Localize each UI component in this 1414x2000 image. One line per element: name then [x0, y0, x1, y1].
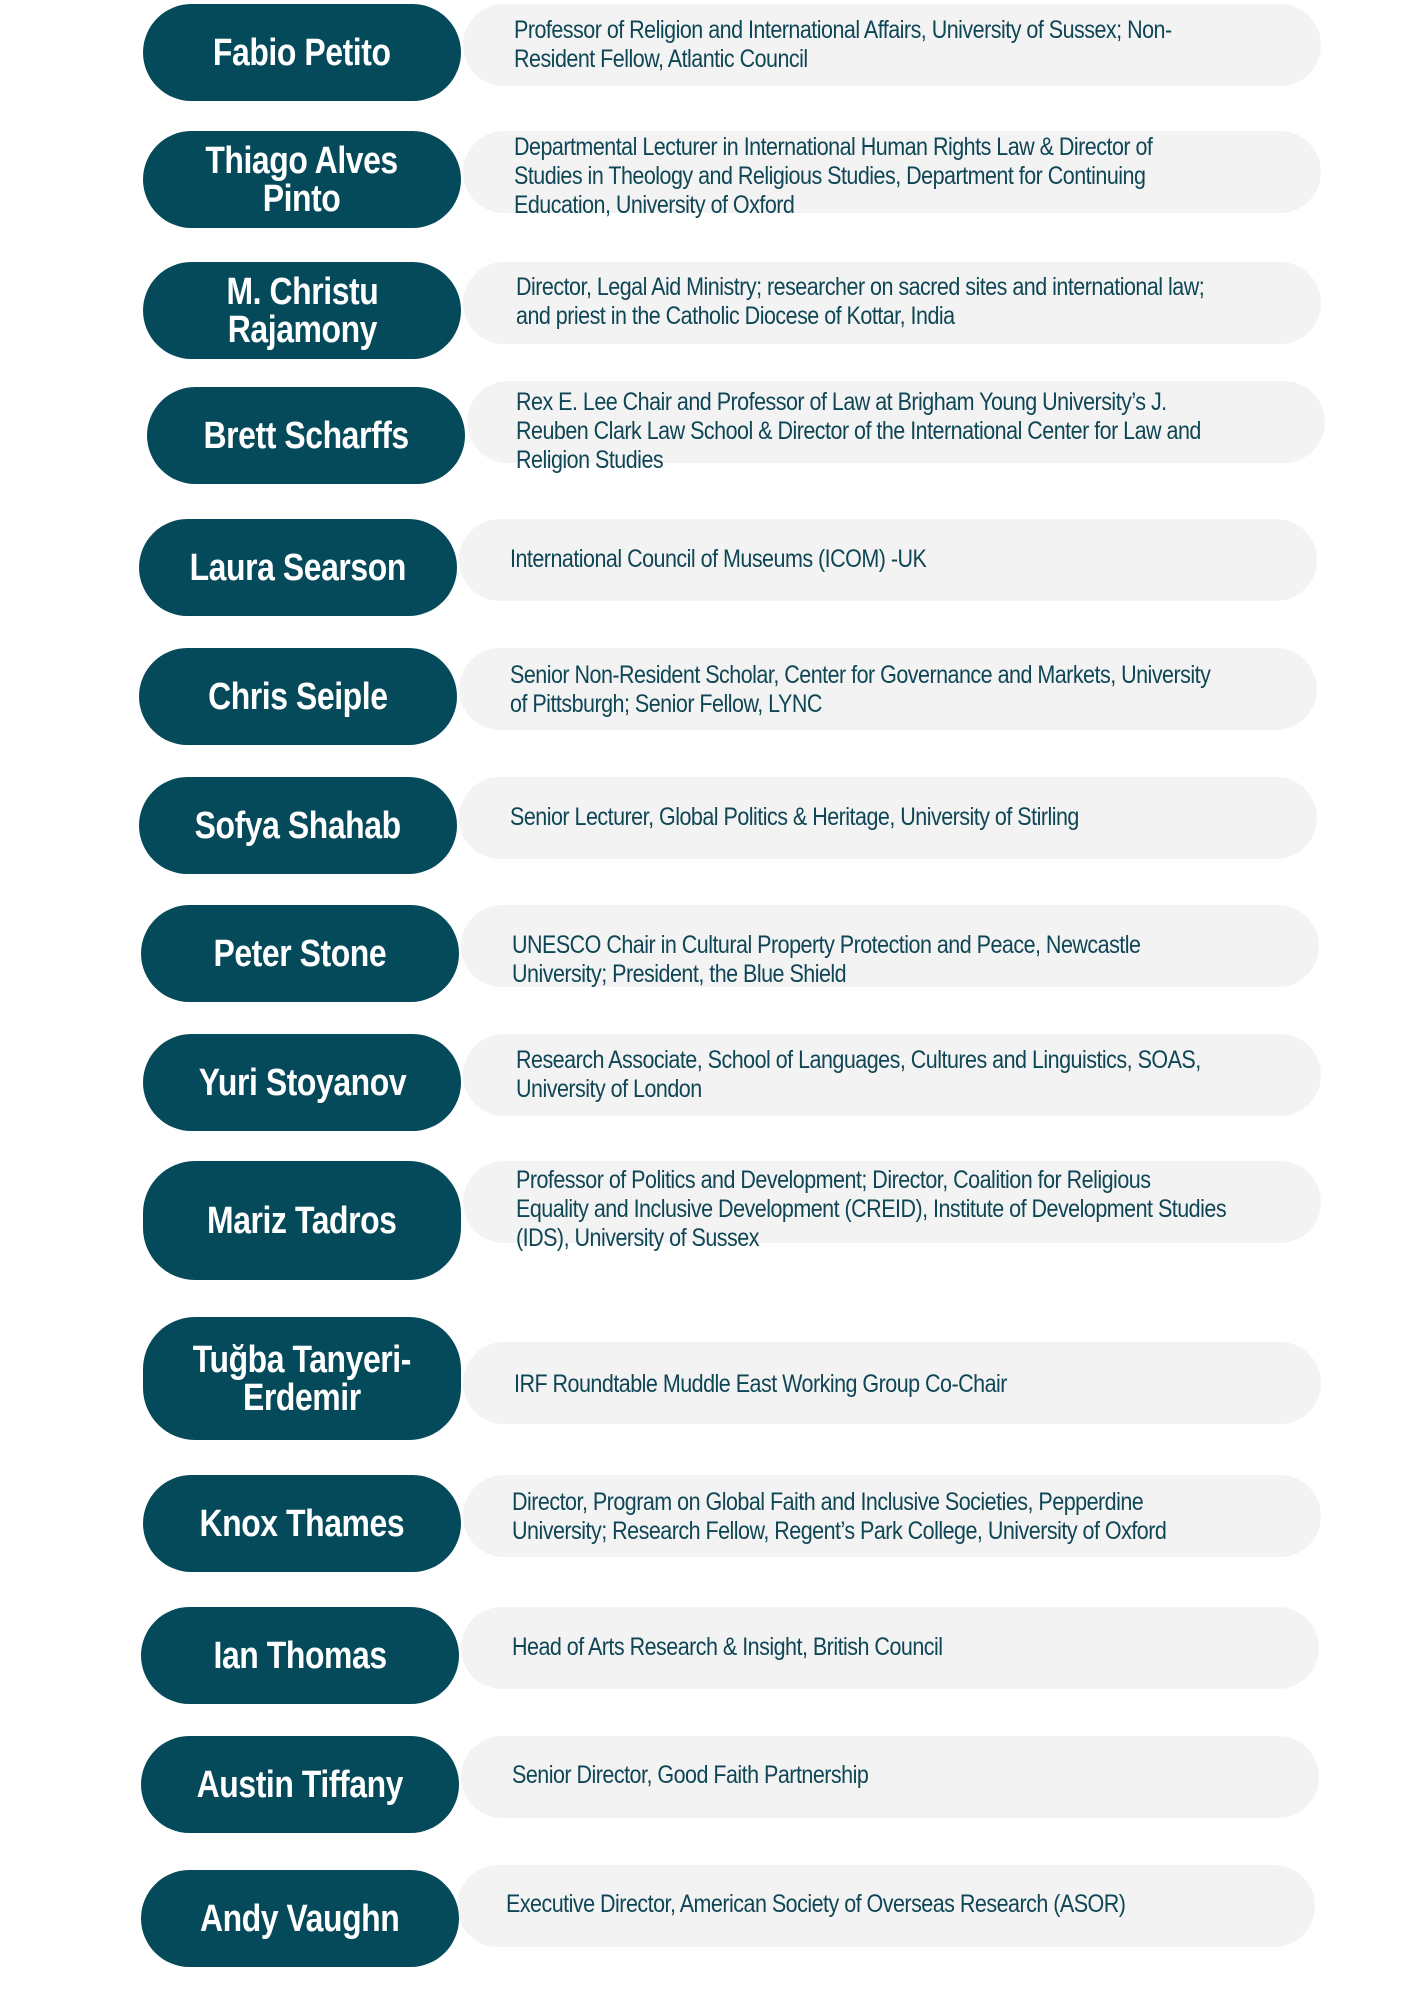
speaker-name: Chris Seiple: [208, 675, 388, 718]
speaker-name-pill: [143, 1161, 461, 1280]
speaker-name-pill: [139, 648, 457, 745]
speaker-description: Director, Legal Aid Ministry; researcher on sacred sites and international law; and priest in the Catholic Diocese of Kottar, India: [516, 273, 1205, 330]
speaker-description: Departmental Lecturer in International Human Rights Law & Director of Studies in Theology and Religious Studies, Department for Continuing Education, University of Oxford: [514, 133, 1153, 219]
speaker-name: Brett Scharffs: [203, 414, 409, 457]
speaker-name-pill: [139, 777, 457, 874]
speaker-description: UNESCO Chair in Cultural Property Protection and Peace, Newcastle University; President, the Blue Shield: [512, 931, 1141, 988]
speaker-description: Head of Arts Research & Insight, British Council: [512, 1633, 943, 1661]
speaker-name: Austin Tiffany: [196, 1763, 404, 1806]
speaker-description: Senior Non-Resident Scholar, Center for Governance and Markets, University of Pittsburgh; Senior Fellow, LYNC: [510, 661, 1211, 718]
speaker-name: M. Christu Rajamony: [226, 270, 378, 351]
speaker-name-pill: [143, 131, 461, 228]
speaker-name-pill: [143, 1317, 461, 1440]
speaker-name: Thiago Alves Pinto: [205, 139, 399, 220]
speaker-name-pill: [141, 1870, 459, 1967]
speaker-name-pill: [139, 519, 457, 616]
speaker-name: Tuğba Tanyeri- Erdemir: [192, 1338, 412, 1419]
speaker-description: Rex E. Lee Chair and Professor of Law at Brigham Young University’s J. Reuben Clark Law School & Director of the International Center for Law and Religion Studies: [516, 388, 1201, 474]
speaker-description: Professor of Religion and International Affairs, University of Sussex; Non- Resident Fellow, Atlantic Council: [514, 16, 1172, 73]
speaker-name: Sofya Shahab: [194, 804, 402, 847]
speaker-name: Knox Thames: [199, 1502, 405, 1545]
speaker-description: Senior Director, Good Faith Partnership: [512, 1761, 869, 1789]
speaker-name-pill: [141, 1736, 459, 1833]
speaker-name-pill: [141, 1607, 459, 1704]
speaker-name-pill: [143, 1475, 461, 1572]
speaker-name-pill: [147, 387, 465, 484]
speaker-description: Senior Lecturer, Global Politics & Heritage, University of Stirling: [510, 803, 1079, 831]
speaker-name-pill: [143, 1034, 461, 1131]
speaker-description: IRF Roundtable Muddle East Working Group Co-Chair: [514, 1370, 1007, 1398]
speaker-name-pill: [141, 905, 459, 1002]
speaker-name: Peter Stone: [213, 932, 387, 975]
speaker-name: Yuri Stoyanov: [198, 1061, 406, 1104]
speaker-name: Ian Thomas: [213, 1634, 387, 1677]
speaker-name-pill: [143, 4, 461, 101]
speaker-description: Research Associate, School of Languages, Cultures and Linguistics, SOAS, University of London: [516, 1046, 1201, 1103]
speaker-description: Professor of Politics and Development; Director, Coalition for Religious Equality and Inclusive Development (CREID), Institute of Development Studies (IDS), University of Sussex: [516, 1166, 1227, 1252]
speaker-description: International Council of Museums (ICOM) -UK: [510, 545, 927, 573]
speaker-description: Director, Program on Global Faith and Inclusive Societies, Pepperdine University; Research Fellow, Regent’s Park College, University of Oxford: [512, 1488, 1167, 1545]
speaker-name: Laura Searson: [189, 546, 407, 589]
speaker-name-pill: [143, 262, 461, 359]
speaker-name: Andy Vaughn: [200, 1897, 400, 1940]
speaker-name: Fabio Petito: [213, 31, 391, 74]
speaker-name: Mariz Tadros: [207, 1199, 397, 1242]
speaker-description: Executive Director, American Society of Overseas Research (ASOR): [506, 1890, 1126, 1918]
